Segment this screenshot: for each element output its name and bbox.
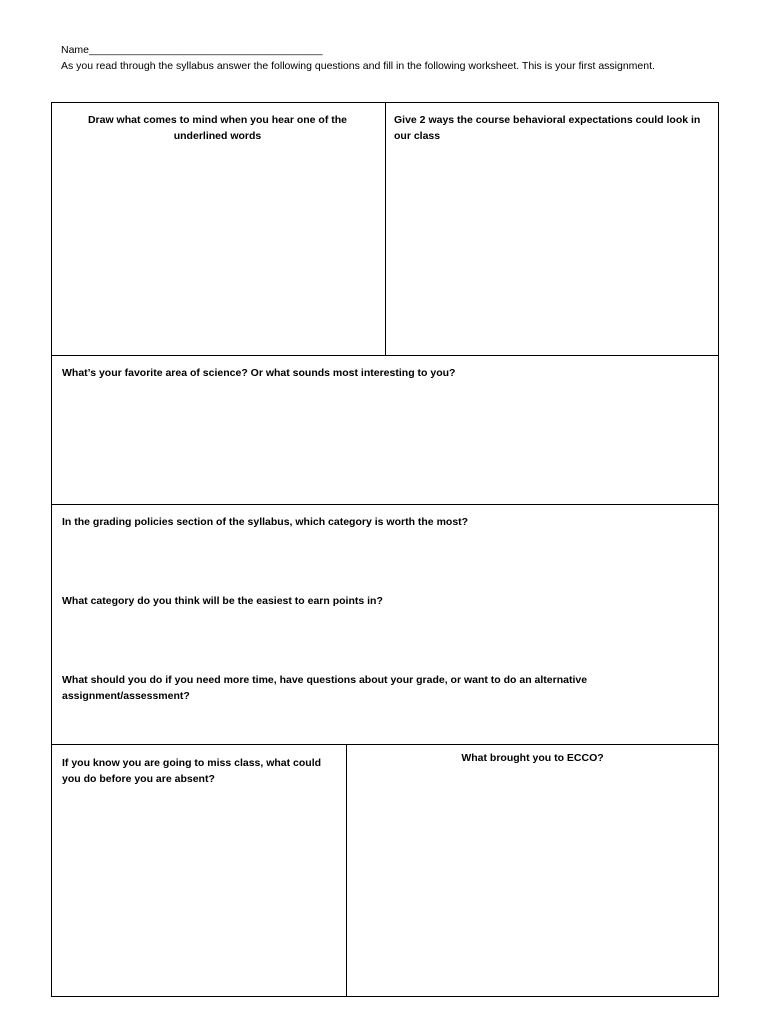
grading-policies-box[interactable] [51, 504, 719, 745]
more-time-prompt: What should you do if you need more time, have questions about your grade, or want to do an alternative assignment/assessment? [62, 674, 588, 702]
worksheet-header [61, 42, 701, 74]
name-field-label: Name________________________________________ [61, 44, 323, 56]
favorite-science-prompt: What’s your favorite area of science? Or what sounds most interesting to you? [62, 367, 456, 379]
instructions-text: As you read through the syllabus answer the following questions and fill in the following worksheet. This is your first assignment. [61, 60, 655, 72]
behavior-ways-prompt: Give 2 ways the course behavioral expectations could look in our class [394, 114, 701, 142]
grading-most-prompt: In the grading policies section of the syllabus, which category is worth the most? [62, 516, 469, 528]
easiest-category-prompt: What category do you think will be the easiest to earn points in? [62, 595, 383, 607]
ecco-prompt: What brought you to ECCO? [461, 752, 604, 764]
miss-class-prompt: If you know you are going to miss class, what could you do before you are absent? [62, 757, 322, 785]
ecco-box[interactable] [346, 744, 719, 997]
draw-words-prompt: Draw what comes to mind when you hear one of the underlined words [87, 114, 348, 142]
